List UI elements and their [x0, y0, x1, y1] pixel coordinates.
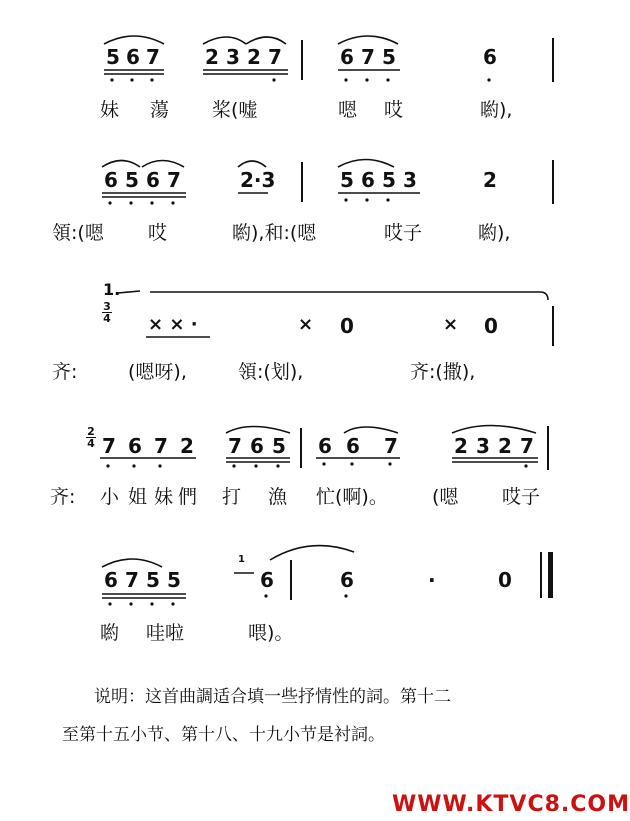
slur: [102, 161, 140, 168]
slur: [142, 161, 184, 168]
lyric: 忙(啊)。: [316, 486, 388, 508]
note: 0: [484, 314, 498, 338]
lyric: 喲),: [480, 99, 513, 121]
octave-dot: [322, 462, 325, 465]
watermark-url: WWW.KTVC8.COM: [392, 792, 630, 817]
lyric: 桨(嘘: [212, 99, 258, 121]
note: 6: [146, 168, 160, 192]
lyric: 領:(划),: [238, 361, 304, 383]
note: 7: [102, 434, 116, 458]
octave-dot: [344, 198, 347, 201]
octave-dot: [106, 464, 109, 467]
lyric: 漁: [268, 486, 288, 508]
volta-label: 1.: [103, 280, 121, 299]
note: 3: [403, 168, 417, 192]
octave-dot: [276, 464, 279, 467]
octave-dot: [254, 464, 257, 467]
octave-dot: [150, 201, 153, 204]
grace-note: 1: [238, 554, 245, 565]
slur: [338, 160, 394, 168]
octave-dot: [386, 198, 389, 201]
note: 6: [340, 568, 354, 592]
octave-dot: [171, 602, 174, 605]
slur: [238, 161, 266, 167]
note: 5: [340, 168, 354, 192]
note: 7: [384, 434, 398, 458]
note: 6: [361, 168, 375, 192]
octave-dot: [388, 462, 391, 465]
note: 2: [498, 434, 512, 458]
note: 3: [226, 45, 240, 69]
lyric: 哎子: [502, 486, 541, 508]
lyric: 喲: [100, 622, 120, 644]
note: 7: [520, 434, 534, 458]
time-top: 2: [87, 425, 95, 438]
note: 7: [167, 168, 181, 192]
octave-dot: [232, 464, 235, 467]
description-line-2: 至第十五小节、第十八、十九小节是衬詞。: [62, 725, 385, 745]
volta-lead: [118, 291, 140, 293]
octave-dot: [365, 198, 368, 201]
octave-dot: [350, 462, 353, 465]
note: 6: [340, 45, 354, 69]
slur: [338, 36, 398, 44]
note: 5: [146, 568, 160, 592]
octave-dot: [272, 78, 275, 81]
note: 0: [340, 314, 354, 338]
note: 2·3: [240, 168, 276, 192]
slur: [226, 427, 290, 434]
octave-dot: [171, 201, 174, 204]
octave-dot: [108, 201, 111, 204]
lyric: 哇啦: [146, 622, 185, 644]
volta-bracket: [150, 292, 548, 300]
octave-dot: [487, 78, 490, 81]
note: 2: [483, 168, 497, 192]
lyric: 喂)。: [248, 622, 294, 644]
octave-dot: [150, 602, 153, 605]
lyric: 蕩: [150, 99, 170, 121]
note: 6: [483, 45, 497, 69]
lyric: 妹: [154, 486, 174, 508]
note: 7: [361, 45, 375, 69]
lyric: 哎子: [384, 222, 423, 244]
slur: [452, 426, 536, 434]
note: 7: [146, 45, 160, 69]
note: 0: [498, 568, 512, 592]
lyric: 嗯: [338, 99, 358, 121]
octave-dot: [264, 594, 267, 597]
octave-dot: [129, 201, 132, 204]
note: 6: [126, 45, 140, 69]
note: ·: [428, 568, 436, 592]
note: 7: [228, 434, 242, 458]
time-bottom: 4: [103, 312, 111, 325]
note: 6: [104, 168, 118, 192]
lyric: 哎: [148, 222, 168, 244]
lyric: (嗯呀),: [128, 361, 187, 383]
octave-dot: [365, 78, 368, 81]
note: 5: [167, 568, 181, 592]
lyric: 們: [178, 486, 198, 508]
note: 2: [454, 434, 468, 458]
note: 5: [272, 434, 286, 458]
time-top: 3: [103, 300, 111, 313]
slur: [102, 559, 162, 567]
note: 6: [250, 434, 264, 458]
lyric: 小: [100, 486, 120, 508]
slur: [104, 36, 164, 44]
octave-dot: [386, 78, 389, 81]
slur: [246, 37, 286, 44]
octave-dot: [158, 464, 161, 467]
lyric: (嗯: [432, 486, 459, 508]
note: 7: [125, 568, 139, 592]
note: × × ·: [148, 314, 198, 335]
lyric: 妹: [100, 99, 120, 121]
note: 6: [104, 568, 118, 592]
octave-dot: [132, 464, 135, 467]
note: 5: [382, 168, 396, 192]
slur: [203, 37, 246, 44]
note: 6: [128, 434, 142, 458]
note: 7: [154, 434, 168, 458]
octave-dot: [110, 78, 113, 81]
slur: [344, 427, 398, 433]
note: 2: [247, 45, 261, 69]
lyric: 齐:: [52, 361, 78, 383]
note: 2: [205, 45, 219, 69]
note: 6: [346, 434, 360, 458]
octave-dot: [130, 78, 133, 81]
note: 6: [318, 434, 332, 458]
note: 7: [268, 45, 282, 69]
tie: [270, 546, 354, 560]
octave-dot: [108, 602, 111, 605]
octave-dot: [344, 594, 347, 597]
lyric: 姐: [128, 486, 148, 508]
octave-dot: [150, 78, 153, 81]
note: 5: [125, 168, 139, 192]
time-bottom: 4: [87, 437, 95, 450]
note: ×: [443, 314, 459, 335]
lyric: 領:(嗯: [52, 222, 104, 244]
lyric: 喲),和:(嗯: [232, 222, 317, 244]
note: 5: [106, 45, 120, 69]
note: 2: [180, 434, 194, 458]
lyric: 喲),: [478, 222, 511, 244]
octave-dot: [129, 602, 132, 605]
octave-dot: [524, 464, 527, 467]
lyric: 齐:: [50, 486, 76, 508]
lyric: 打: [222, 486, 242, 508]
note: 5: [382, 45, 396, 69]
description-line-1: 说明：这首曲調适合填一些抒情性的詞。第十二: [94, 687, 451, 707]
note: 6: [260, 568, 274, 592]
octave-dot: [344, 78, 347, 81]
lyric: 齐:(撒),: [410, 361, 476, 383]
lyric: 哎: [384, 99, 404, 121]
note: 3: [476, 434, 490, 458]
note: ×: [298, 314, 314, 335]
